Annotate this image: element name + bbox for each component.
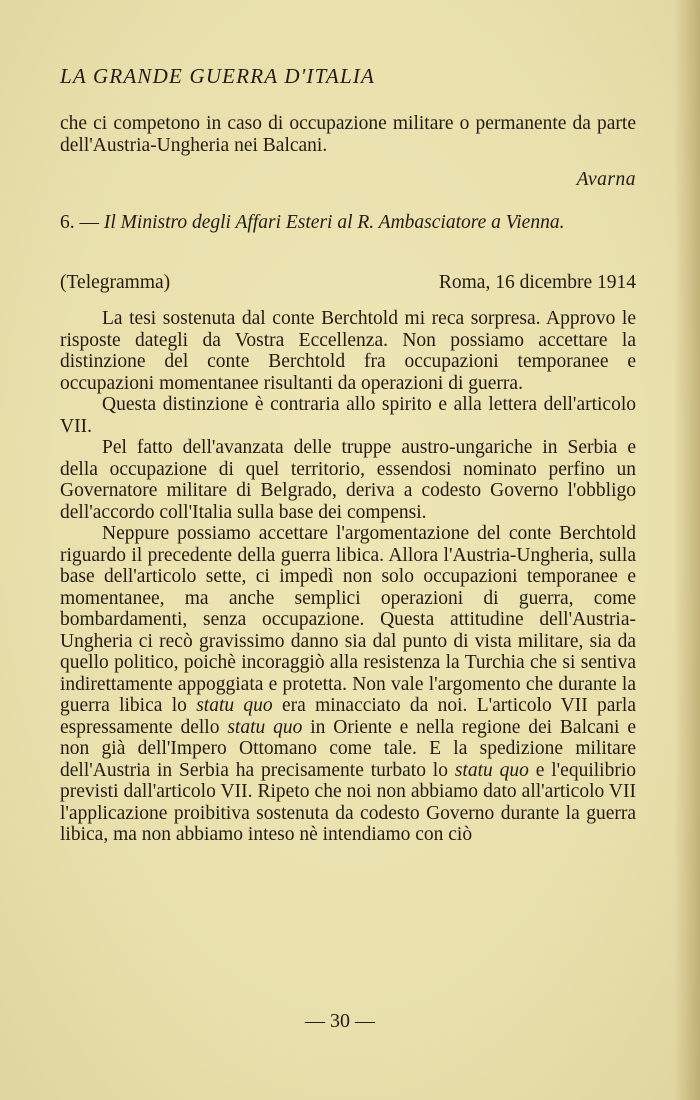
text-run: in Oriente e nella regione dei Balcani e non già dell'Impero Ottomano come tale. E la spedizione militare dell'Austria in Serbia ha precisamente turbato lo bbox=[60, 716, 636, 781]
document-heading bbox=[60, 212, 640, 234]
italic-term: statu quo bbox=[196, 695, 273, 716]
page-number: — 30 — bbox=[305, 1010, 375, 1032]
page-edge-shadow bbox=[674, 0, 700, 1100]
italic-term: statu quo bbox=[454, 759, 529, 781]
signature: Avarna bbox=[576, 169, 636, 190]
text-run: Neppure possiamo accettare l'argomentazione del conte Berchtold riguardo il precedente della guerra libica. Allora l'Austria-Ungheria, sulla base dell'articolo sette, ci impedì non solo occupazioni temporanee e momentanee, ma anche semplici operazioni di guerra, come bombardamenti, senza occupazione. Questa attitudine dell'Austria-Ungheria ci recò gravissimo danno sia dal punto di vista militare, sia da quello politico, poichè incoraggiò alla resistenza la Turchia che si sentiva indirettamente appoggiata e protetta. Non vale l'argomento che durante la guerra libica lo bbox=[60, 523, 636, 716]
document-body bbox=[60, 308, 636, 846]
document-title: Il Ministro degli Affari Esteri al R. Ambasciatore a Vienna. bbox=[103, 212, 565, 233]
dateline bbox=[60, 272, 636, 294]
text-run: era minacciato da noi. L'articolo VII parla espressamente dello bbox=[60, 695, 636, 738]
running-head: LA GRANDE GUERRA D'ITALIA bbox=[60, 64, 376, 88]
italic-term: statu quo bbox=[227, 716, 303, 738]
continuation-paragraph: che ci competono in caso di occupazione militare o permanente da parte dell'Austria-Ungheria nei Balcani. bbox=[60, 113, 636, 156]
paragraph: La tesi sostenuta dal conte Berchtold mi reca sorpresa. Approvo le risposte dategli da Vostra Eccellenza. Non possiamo accettare la distinzione del conte Berchtold fra occupazioni temporanee e occupazioni momentanee risultanti da operazioni di guerra. bbox=[60, 308, 636, 394]
text-run: e l'equilibrio previsti dall'articolo VII. Ripeto che noi non abbiamo dato all'articolo VII l'applicazione proibitiva sostenuta da codesto Governo durante la guerra libica, ma non abbiamo inteso nè intendiamo con ciò bbox=[60, 759, 636, 845]
document-number: 6. — bbox=[60, 212, 99, 233]
document-type: (Telegramma) bbox=[60, 272, 171, 293]
paragraph: Questa distinzione è contraria allo spirito e alla lettera dell'articolo VII. bbox=[60, 394, 636, 437]
paragraph: Pel fatto dell'avanzata delle truppe austro-ungariche in Serbia e della occupazione di quel territorio, essendosi nominato perfino un Governatore militare di Belgrado, deriva a codesto Governo l'obbligo dell'accordo coll'Italia sulla base dei compensi. bbox=[60, 437, 636, 523]
place-date: Roma, 16 dicembre 1914 bbox=[438, 272, 636, 293]
paragraph-last bbox=[60, 523, 636, 846]
